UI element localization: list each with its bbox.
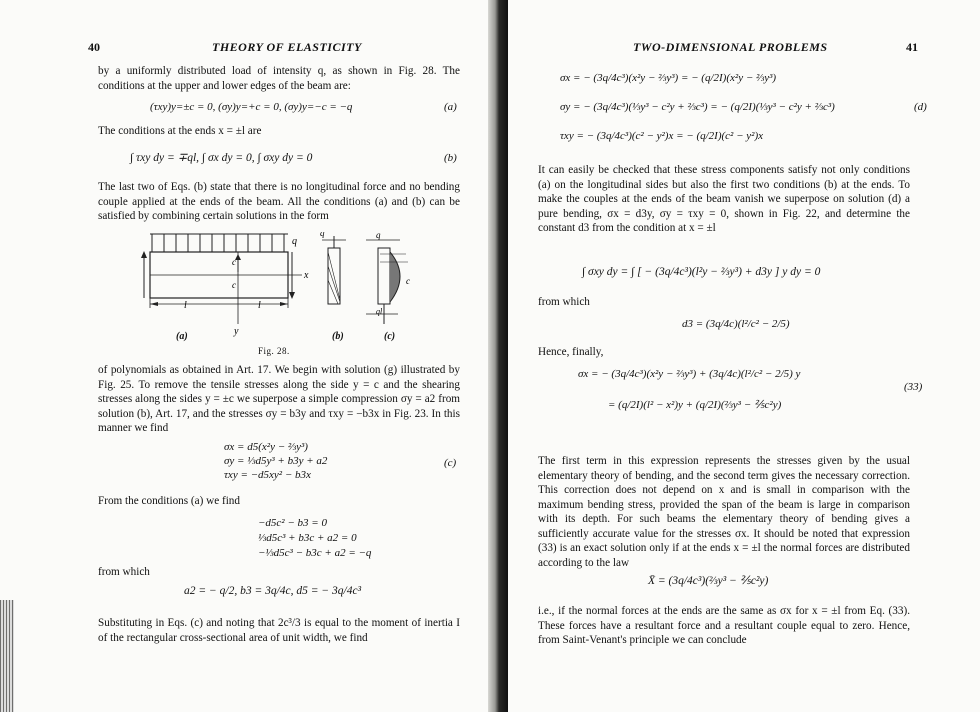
equation-X-bar: X̄ = (3q/4c³)(⅔y³ − ⅖c²y) — [648, 575, 769, 587]
left-page — [0, 0, 488, 712]
fig-label-q-c: q — [376, 232, 381, 240]
paragraph-intro: by a uniformly distributed load of intensity q, as shown in Fig. 28. The conditions at the upper and lower edges of the beam are: — [98, 65, 460, 92]
equation-33-line2: = (q/2I)(l² − x²)y + (q/2I)(⅔y³ − ⅖c²y) — [608, 399, 782, 411]
paragraph-conditions-explained: The last two of Eqs. (b) state that there is no longitudinal force and no bending couple applied at the ends of the beam. All the conditions (a) and (b) can be satisfied by combining certain solutions in the form — [98, 181, 460, 222]
equation-b: ∫ τxy dy = ∓ql, ∫ σx dy = 0, ∫ σxy dy = 0 — [130, 152, 313, 164]
page-number-right: 41 — [906, 40, 918, 54]
fig-label-c: (c) — [384, 331, 396, 342]
paragraph-from-which-right: from which — [538, 296, 590, 308]
equation-c-number: (c) — [444, 457, 457, 469]
equation-c1: σx = d5(x²y − ⅔y³) — [224, 441, 308, 453]
paragraph-first-term: The first term in this expression represents the stresses given by the usual elementary theory of bending, and the second term gives the necessary correction. This correction does not depend on x and is small in comparison with the maximum bending stress, provided the span of the beam is large in comparison with its depth. For such beams the elementary theory of bending gives a sufficiently accurate value for the stresses σx. It should be noted that expression (33) is an exact solution only if at the ends x = ±l the normal forces are distributed according to the law — [538, 455, 910, 569]
equation-d-tau: τxy = − (3q/4c³)(c² − y²)x = − (q/2I)(c² − y²)x — [560, 130, 763, 142]
paragraph-polynomials: of polynomials as obtained in Art. 17. We begin with solution (g) illustrated by Fig. 25. To remove the tensile stresses along the side y = c and the shearing stresses along the sides y = ±c we superpose a simple compression σy = a2 from solution (b), Art. 17, and the stresses σy = b3y and τxy = −b3x in Fig. 23. In this manner we find — [98, 364, 460, 434]
equation-b-number: (b) — [444, 152, 457, 164]
equation-d1: −d5c² − b3 = 0 — [258, 517, 327, 529]
fig-label-a: (a) — [176, 331, 188, 342]
equation-integral: ∫ σxy dy = ∫ [ − (3q/4c³)(l²y − ⅔y³) + d3y ] y dy = 0 — [582, 266, 821, 278]
figure-caption: Fig. 28. — [258, 346, 290, 356]
right-page — [508, 0, 980, 712]
fig-label-ql: ql — [376, 307, 383, 316]
fig-label-b: (b) — [332, 331, 344, 342]
equation-33-number: (33) — [904, 381, 923, 393]
equation-d-sigma-y: σy = − (3q/4c³)(⅓y³ − c²y + ⅔c³) = − (q/2I)(⅓y³ − c²y + ⅔c³) — [560, 101, 835, 113]
equation-e: a2 = − q/2, b3 = 3q/4c, d5 = − 3q/4c³ — [184, 585, 362, 597]
load-arrows — [150, 234, 288, 252]
equation-c3: τxy = −d5xy² − b3x — [224, 469, 311, 481]
equation-a: (τxy)y=±c = 0, (σy)y=+c = 0, (σy)y=−c = −q — [150, 101, 353, 113]
fig-label-q: q — [292, 236, 297, 247]
paragraph-from-conditions: From the conditions (a) we find — [98, 495, 240, 507]
equation-d2: ⅓d5c³ + b3c + a2 = 0 — [258, 532, 357, 544]
paragraph-substituting: Substituting in Eqs. (c) and noting that 2c³/3 is equal to the moment of inertia I of the rectangular cross-sectional area of unit width, we find — [98, 617, 460, 644]
paragraph-hence: Hence, finally, — [538, 346, 604, 358]
fig-label-c-top: c — [232, 257, 236, 267]
fig-label-c-bottom: c — [232, 280, 236, 290]
paragraph-ie: i.e., if the normal forces at the ends are the same as σx for x = ±l from Eq. (33). These forces have a resultant force and a resultant couple equal to zero. Hence, from Saint-Venant's principle we can conclude — [538, 605, 910, 646]
fig-label-q-b: q — [320, 232, 325, 238]
fig-label-y: y — [234, 326, 239, 337]
equation-c2: σy = ⅓d5y³ + b3y + a2 — [224, 455, 328, 467]
fig-label-x: x — [304, 270, 309, 281]
equation-a-number: (a) — [444, 101, 457, 113]
binding-edge — [0, 600, 14, 712]
equation-33-line1: σx = − (3q/4c³)(x²y − ⅔y³) + (3q/4c)(l²/c² − 2/5) y — [578, 368, 801, 380]
page-number-left: 40 — [88, 40, 100, 54]
equation-d3: −⅓d5c³ − b3c + a2 = −q — [258, 547, 372, 559]
book-gutter — [488, 0, 508, 712]
running-head-left: THEORY OF ELASTICITY — [212, 40, 362, 54]
equation-d-number: (d) — [914, 101, 927, 113]
equation-d-sigma-x: σx = − (3q/4c³)(x²y − ⅔y³) = − (q/2I)(x²y − ⅔y³) — [560, 72, 777, 84]
equation-d3: d3 = (3q/4c)(l²/c² − 2/5) — [682, 318, 790, 330]
fig-label-c-right: c — [406, 276, 410, 286]
fig-label-l-right: l — [258, 300, 261, 311]
paragraph-from-which: from which — [98, 566, 150, 578]
paragraph-checked: It can easily be checked that these stress components satisfy not only conditions (a) on the longitudinal sides but also the first two conditions (b) at the ends. To make the couples at the ends of the beam vanish we superpose on solution (d) a pure bending, σx = d3y, σy = τxy = 0, shown in Fig. 22, and determine the constant d3 from the condition at x = ±l — [538, 164, 910, 234]
paragraph-end-conditions: The conditions at the ends x = ±l are — [98, 125, 262, 137]
running-head-right: TWO-DIMENSIONAL PROBLEMS — [633, 40, 828, 54]
fig-label-l-left: l — [184, 300, 187, 311]
